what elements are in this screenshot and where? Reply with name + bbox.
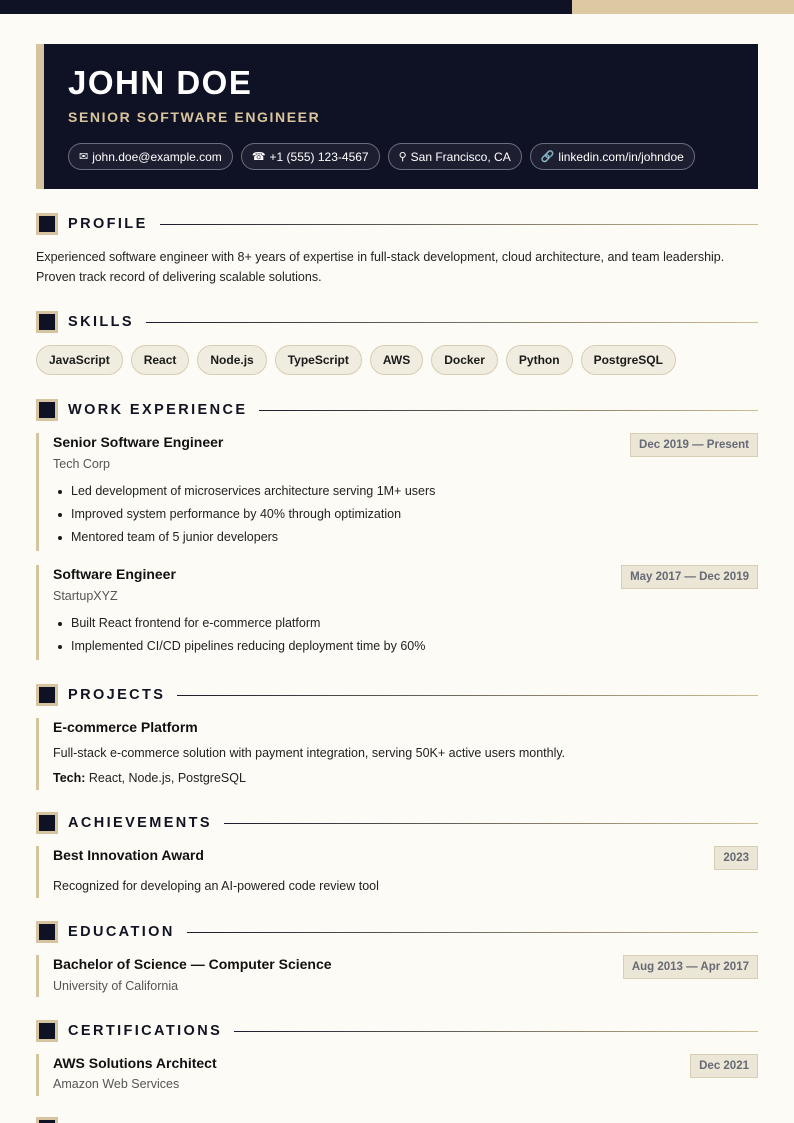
section-divider	[224, 823, 758, 824]
top-accent-bar-gold	[572, 0, 794, 14]
skill-tag: JavaScript	[36, 345, 123, 375]
section-divider	[259, 410, 758, 411]
list-item: Mentored team of 5 junior developers	[53, 526, 435, 549]
list-item: Led development of microservices architecture serving 1M+ users	[53, 480, 435, 503]
section-title: ACHIEVEMENTS	[68, 815, 213, 831]
section-header-achievements	[36, 812, 758, 834]
certification-entry	[36, 1054, 758, 1096]
date-badge: May 2017 — Dec 2019	[621, 565, 758, 589]
job-title: Software Engineer	[53, 566, 176, 582]
tech-label: Tech:	[53, 771, 86, 785]
contact-location	[388, 143, 522, 170]
contact-email[interactable]	[68, 143, 233, 170]
section-header-projects	[36, 684, 758, 706]
project-title: E-commerce Platform	[53, 719, 198, 735]
section-header-experience	[36, 399, 758, 421]
top-accent-bar-dark	[0, 0, 572, 14]
list-item: Implemented CI/CD pipelines reducing deployment time by 60%	[53, 635, 425, 658]
section-title: EDUCATION	[68, 924, 175, 940]
phone-icon: ☎	[251, 151, 266, 163]
section-header-education	[36, 921, 758, 943]
section-divider	[146, 322, 758, 323]
project-description: Full-stack e-commerce solution with payment integration, serving 50K+ active users monthly.	[53, 746, 566, 760]
skills-list	[36, 345, 676, 375]
company-name: StartupXYZ	[53, 589, 118, 603]
date-badge: Dec 2021	[690, 1054, 758, 1078]
experience-entry	[36, 433, 758, 551]
award-title: Best Innovation Award	[53, 847, 204, 863]
skill-tag: PostgreSQL	[581, 345, 676, 375]
contact-text: +1 (555) 123-4567	[269, 149, 369, 164]
profile-summary: Experienced software engineer with 8+ years of expertise in full-stack development, cloud architecture, and team leadership. Proven track record of delivering scalable solutions.	[36, 250, 725, 284]
section-header-certifications	[36, 1020, 758, 1042]
resume-header	[36, 44, 758, 189]
section-marker	[36, 812, 58, 834]
school-name: University of California	[53, 979, 179, 993]
contact-text: john.doe@example.com	[92, 149, 222, 164]
section-divider	[187, 932, 758, 933]
section-title: PROFILE	[68, 216, 148, 232]
section-divider	[234, 1031, 758, 1032]
section-marker	[36, 1117, 58, 1123]
project-tech	[53, 771, 246, 785]
section-header-skills	[36, 311, 758, 333]
certification-issuer: Amazon Web Services	[53, 1077, 180, 1091]
location-pin-icon: ⚲	[398, 151, 407, 163]
award-description: Recognized for developing an AI-powered code review tool	[53, 879, 379, 893]
list-item: Built React frontend for e-commerce platform	[53, 612, 425, 635]
candidate-role: SENIOR SOFTWARE ENGINEER	[68, 109, 321, 125]
achievement-list	[53, 612, 425, 658]
envelope-icon: ✉	[79, 151, 89, 163]
section-marker	[36, 921, 58, 943]
contact-phone[interactable]	[241, 143, 380, 170]
skill-tag: AWS	[370, 345, 423, 375]
section-header-next	[36, 1117, 758, 1123]
section-title: CERTIFICATIONS	[68, 1023, 223, 1039]
candidate-name: JOHN DOE	[68, 64, 253, 101]
section-marker	[36, 399, 58, 421]
section-marker	[36, 213, 58, 235]
date-badge: Aug 2013 — Apr 2017	[623, 955, 758, 979]
section-title: PROJECTS	[68, 687, 166, 703]
section-marker	[36, 684, 58, 706]
link-icon: 🔗	[540, 151, 555, 163]
section-marker	[36, 1020, 58, 1042]
contact-text: San Francisco, CA	[410, 149, 511, 164]
skill-tag: Node.js	[197, 345, 266, 375]
company-name: Tech Corp	[53, 457, 110, 471]
education-entry	[36, 955, 758, 997]
section-title: WORK EXPERIENCE	[68, 402, 248, 418]
section-marker	[36, 311, 58, 333]
section-divider	[160, 224, 758, 225]
section-header-profile	[36, 213, 758, 235]
skill-tag: Docker	[431, 345, 498, 375]
skill-tag: Python	[506, 345, 573, 375]
experience-entry	[36, 565, 758, 660]
contact-text: linkedin.com/in/johndoe	[558, 149, 684, 164]
degree-title: Bachelor of Science — Computer Science	[53, 956, 332, 972]
certification-title: AWS Solutions Architect	[53, 1055, 217, 1071]
skill-tag: TypeScript	[275, 345, 362, 375]
contact-linkedin[interactable]	[530, 143, 695, 170]
contact-list	[68, 143, 695, 170]
tech-stack: React, Node.js, PostgreSQL	[88, 771, 246, 785]
section-title: SKILLS	[68, 314, 134, 330]
project-entry	[36, 718, 758, 790]
date-badge: Dec 2019 — Present	[630, 433, 758, 457]
achievement-entry	[36, 846, 758, 898]
achievement-list	[53, 480, 435, 549]
job-title: Senior Software Engineer	[53, 434, 224, 450]
skill-tag: React	[131, 345, 190, 375]
date-badge: 2023	[714, 846, 758, 870]
list-item: Improved system performance by 40% through optimization	[53, 503, 435, 526]
section-divider	[177, 695, 758, 696]
